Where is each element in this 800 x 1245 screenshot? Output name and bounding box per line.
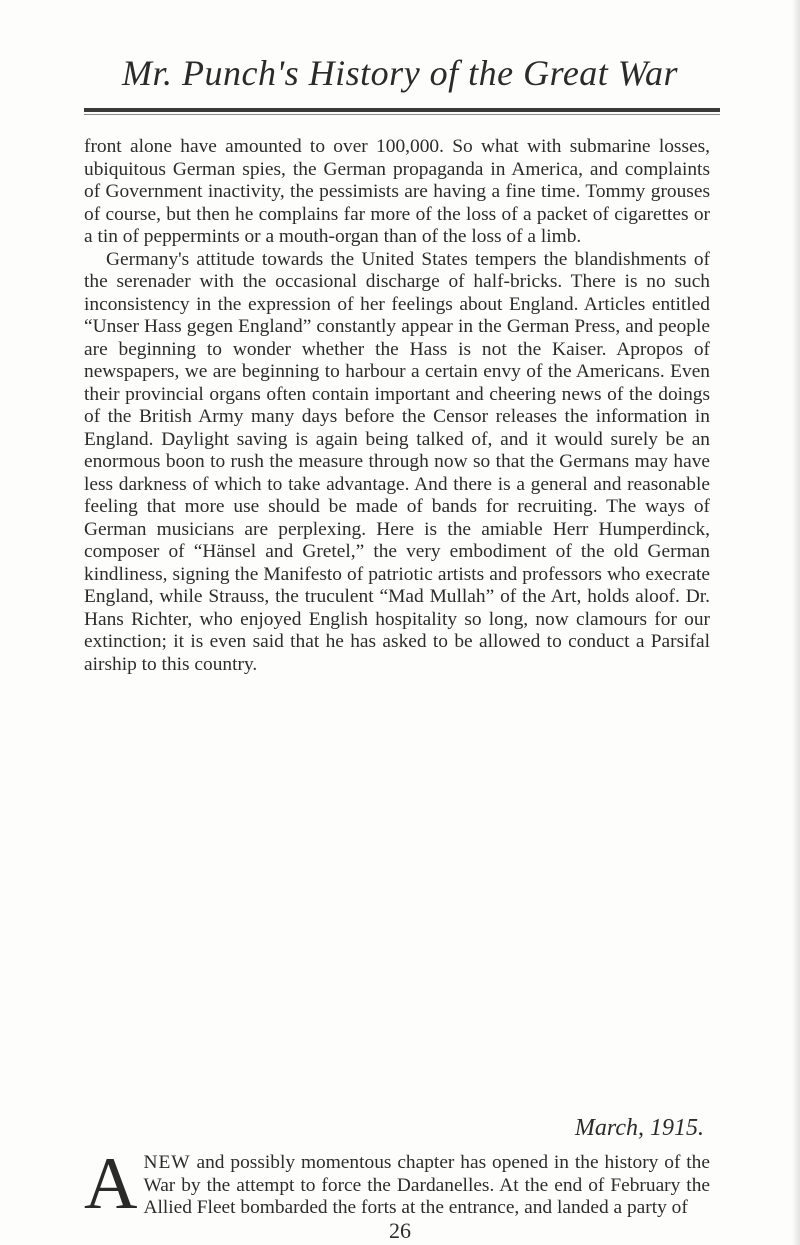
- page-number: 26: [389, 1218, 411, 1243]
- header-rule: [84, 108, 720, 112]
- paragraph-2: Germany's attitude towards the United States tempers the blandishments of the serenader with the occasional discharge of half-bricks. There is no such inconsistency in the expression of her feelings about England. Articles entitled “Unser Hass gegen England” constantly appear in the German Press, and people are beginning to wonder whether the Hass is not the Kaiser. Apropos of newspapers, we are beginning to harbour a certain envy of the Americans. Even their provincial organs often contain important and cheering news of the doings of the British Army many days before the Censor releases the information in England. Daylight saving is again being talked of, and it would surely be an enormous boon to rush the measure through now so that the Germans may have less darkness of which to take advantage. And there is a general and reasonable feeling that more use should be made of bands for recruiting. The ways of German musicians are perplexing. Here is the amiable Herr Humperdinck, composer of “Hänsel and Gretel,” the very embodiment of the old German kindliness, signing the Manifesto of patriotic artists and professors who execrate England, while Strauss, the truculent “Mad Mullah” of the Art, holds aloof. Dr. Hans Richter, who enjoyed English hospitality so long, now clamours for our extinction; it is even said that he has asked to be allowed to conduct a Parsifal airship to this country.: [84, 248, 710, 675]
- body-text: [84, 136, 710, 676]
- page-edge-shadow: [792, 0, 800, 1245]
- running-head: Mr. Punch's History of the Great War: [121, 53, 678, 93]
- new-section-text: and possibly momentous chapter has opened in the history of the War by the attempt to force the Dardanelles. At the end of February the Allied Fleet bombarded the forts at the entrance, and landed a party of: [143, 1152, 710, 1218]
- drop-cap: A: [84, 1143, 138, 1225]
- paragraph-1: front alone have amounted to over 100,000. So what with submarine losses, ubiquitous German spies, the German propaganda in America, and complaints of Government inactivity, the pessimists are having a fine time. Tommy grouses of course, but then he complains far more of the loss of a packet of cigarettes or a tin of peppermints or a mouth-organ than of the loss of a limb.: [84, 136, 710, 247]
- section-date: March, 1915.: [574, 1115, 704, 1141]
- new-section-paragraph: [84, 1143, 710, 1225]
- lead-word: NEW: [143, 1152, 191, 1173]
- header-rule-thin: [84, 114, 720, 115]
